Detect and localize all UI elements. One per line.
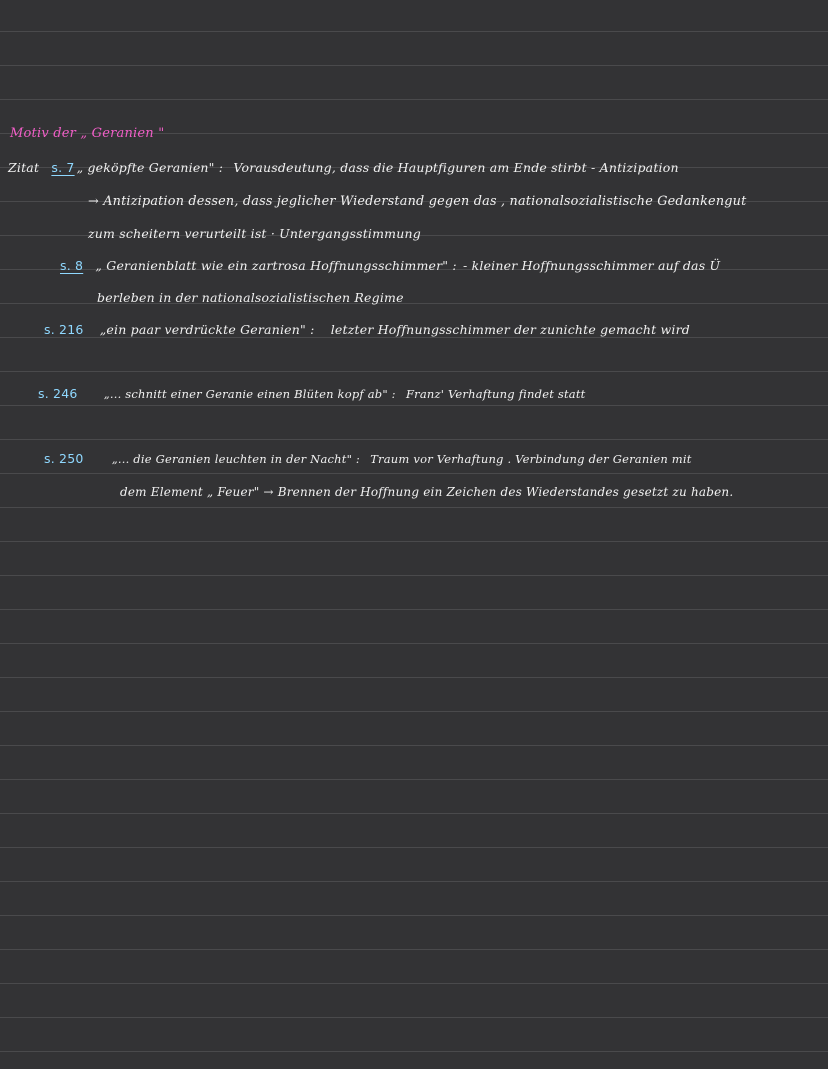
- page-ref-s246: s. 246: [38, 386, 78, 401]
- page-ref-s8: s. 8: [60, 258, 84, 273]
- entry-s8-line2: [97, 290, 404, 305]
- entry-s8-line1: [60, 258, 720, 273]
- comment-s8-2: berleben in der nationalsozialistischen Regime: [97, 290, 404, 305]
- entry-s250-line1: [44, 451, 692, 466]
- page-ref-s216: s. 216: [44, 322, 84, 337]
- entry-s250-line2: [120, 484, 733, 499]
- page-ref-s7: s. 7: [51, 160, 75, 175]
- comment-s250-1: Traum vor Verhaftung . Verbindung der Geranien mit: [370, 452, 692, 466]
- comment-s7-1: Vorausdeutung, dass die Hauptfiguren am Ende stirbt - Antizipation: [233, 160, 679, 175]
- comment-s8-1: - kleiner Hoffnungsschimmer auf das Ü: [463, 258, 721, 273]
- entry-s7-line1: [8, 160, 679, 175]
- comment-s250-2: dem Element „ Feuer" → Brennen der Hoffnung ein Zeichen des Wiederstandes gesetzt zu haben.: [120, 485, 734, 499]
- entry-s7-line2: [88, 193, 746, 209]
- comment-s7-2: → Antizipation dessen, dass jeglicher Wiederstand gegen das , nationalsozialistische Gedankengut: [88, 194, 747, 209]
- quote-s250: „... die Geranien leuchten in der Nacht" :: [111, 452, 360, 466]
- comment-s216: letzter Hoffnungsschimmer der zunichte gemacht wird: [330, 322, 690, 337]
- quote-s8: „ Geranienblatt wie ein zartrosa Hoffnungsschimmer" :: [95, 258, 457, 273]
- comment-s246: Franz' Verhaftung findet statt: [405, 387, 586, 401]
- entry-s246: [38, 386, 586, 401]
- entry-s216: [44, 322, 690, 337]
- zitat-label: Zitat: [8, 160, 40, 175]
- quote-s7: „ geköpfte Geranien" :: [76, 160, 224, 175]
- page-ref-s250: s. 250: [44, 451, 84, 466]
- quote-s246: „... schnitt einer Geranie einen Blüten kopf ab" :: [103, 387, 396, 401]
- quote-s216: „ein paar verdrückte Geranien" :: [99, 322, 315, 337]
- comment-s7-3: zum scheitern verurteilt ist · Untergangsstimmung: [88, 226, 421, 241]
- page-title: Motiv der „ Geranien ": [10, 126, 165, 141]
- entry-s7-line3: [88, 226, 421, 241]
